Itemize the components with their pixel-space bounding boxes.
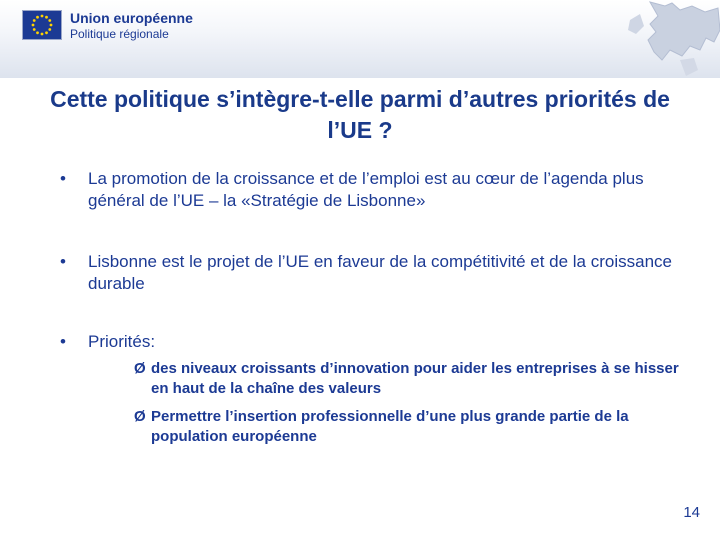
bullet-text: Lisbonne est le projet de l’UE en faveur de la compétitivité et de la croissance durable [88,252,672,293]
bullet-marker: • [60,169,66,188]
bullet-text: Priorités: [88,332,156,351]
sub-bullet-text: des niveaux croissants d’innovation pour aider les entreprises à se hisser en haut de la chaîne des valeurs [151,360,679,397]
bullet-marker: • [60,252,66,271]
bullet-marker: • [60,332,66,351]
europe-map-icon [610,0,720,78]
page-number: 14 [683,504,700,521]
sub-bullet-text: Permettre l’insertion professionnelle d’une plus grande partie de la population européenne [151,408,629,445]
slide-title: Cette politique s’intègre-t-elle parmi d’autres priorités de l’UE ? [50,86,670,143]
brand-subtitle: Politique régionale [70,27,169,41]
bullet-text: La promotion de la croissance et de l’emploi est au cœur de l’agenda plus général de l’UE – la «Stratégie de Lisbonne» [88,169,644,210]
arrow-icon: Ø [134,408,146,425]
brand-name: Union européenne [70,10,193,26]
slide-header [0,0,720,78]
eu-flag-icon [22,10,62,40]
arrow-icon: Ø [134,360,146,377]
